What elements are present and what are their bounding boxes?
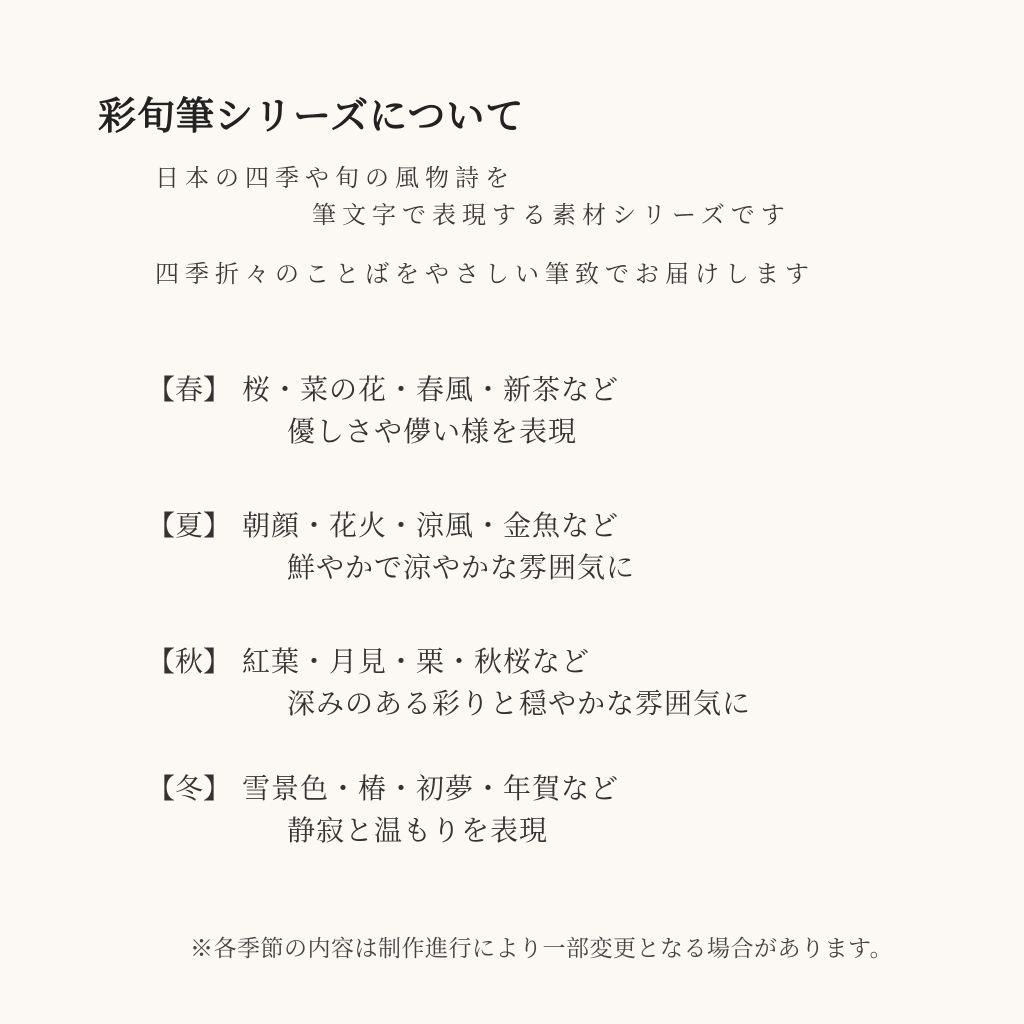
summer-items: 朝顔・花火・涼風・金魚など [242, 509, 620, 542]
spring-items: 桜・菜の花・春風・新茶など [242, 373, 620, 406]
footnote: ※各季節の内容は制作進行により一部変更となる場合があります。 [190, 936, 894, 962]
summer-description: 鮮やかで涼やかな雰囲気に [287, 551, 636, 584]
winter-items: 雪景色・椿・初夢・年賀など [242, 772, 620, 805]
intro-line-3: 四季折々のことばをやさしい筆致でお届けします [155, 260, 815, 288]
autumn-description: 深みのある彩りと穏やかな雰囲気に [287, 687, 752, 720]
intro-line-2: 筆文字で表現する素材シリーズです [312, 201, 791, 229]
summer-label: 【夏】 [147, 509, 232, 542]
winter-description: 静寂と温もりを表現 [287, 814, 549, 847]
spring-description: 優しさや儚い様を表現 [287, 415, 578, 448]
intro-line-1: 日本の四季や旬の風物詩を [155, 164, 515, 192]
winter-label: 【冬】 [147, 772, 232, 805]
spring-label: 【春】 [147, 373, 232, 406]
autumn-label: 【秋】 [147, 645, 232, 678]
autumn-items: 紅葉・月見・栗・秋桜など [242, 645, 591, 678]
page-title: 彩旬筆シリーズについて [98, 93, 525, 138]
